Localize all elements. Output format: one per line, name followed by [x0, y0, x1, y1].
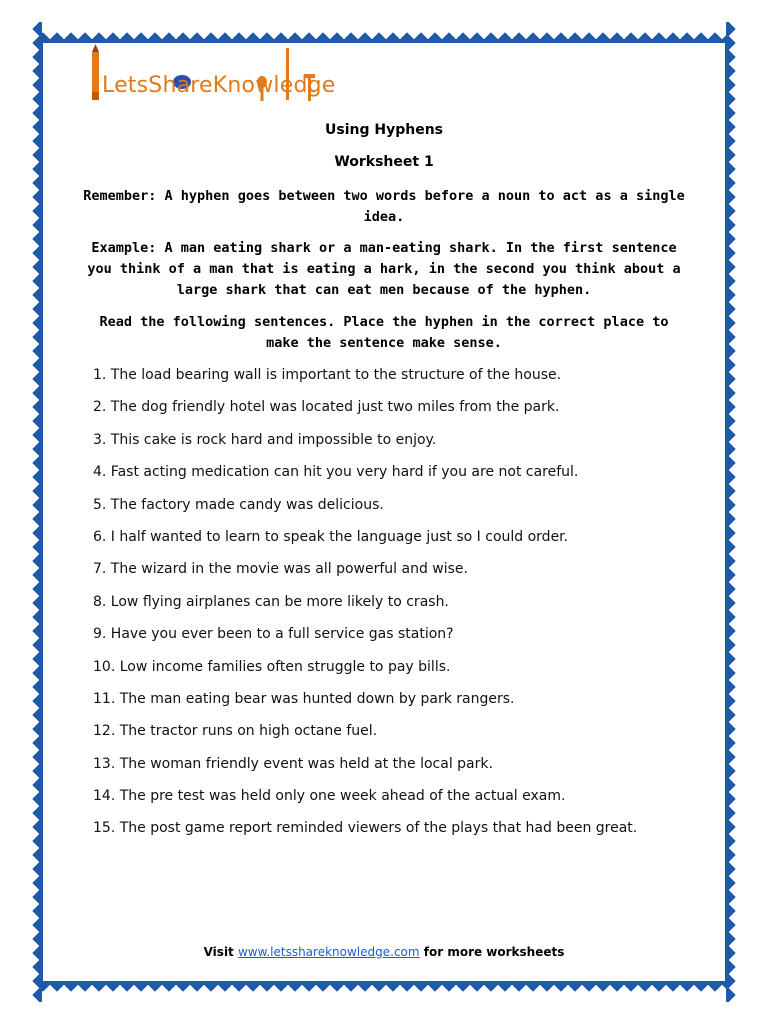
list-item: 3. This cake is rock hard and impossible to enjoy. [93, 431, 437, 448]
list-item: 13. The woman friendly event was held at the local park. [93, 755, 493, 772]
site-logo [88, 44, 358, 110]
worksheet-title: Using Hyphens [325, 122, 443, 138]
list-item: 1. The load bearing wall is important to the structure of the house. [93, 367, 562, 383]
worksheet-subtitle: Worksheet 1 [334, 154, 434, 170]
task-instructions: Read the following sentences. Place the hyphen in the correct place to make the sentence make sense. [99, 314, 669, 351]
example-note: Example: A man eating shark or a man-eating shark. In the first sentence you think of a man that is eating a hark, in the second you think about a large shark that can eat men because of the hyphen. [87, 240, 681, 298]
list-item: 2. The dog friendly hotel was located just two miles from the park. [93, 399, 560, 416]
logo-text: LetsShareKnowledge [102, 73, 336, 98]
footer-suffix: for more worksheets [423, 945, 565, 959]
list-item: 12. The tractor runs on high octane fuel. [93, 723, 378, 740]
list-item: 8. Low flying airplanes can be more likely to crash. [93, 593, 449, 610]
remember-note: Remember: A hyphen goes between two words before a noun to act as a single idea. [83, 188, 685, 225]
decorative-border-right [726, 22, 746, 1002]
decorative-border-bottom [22, 982, 746, 1002]
website-link[interactable]: www.letsshareknowledge.com [237, 945, 420, 959]
list-item: 15. The post game report reminded viewers of the plays that had been great. [93, 820, 638, 837]
decorative-border-top [22, 22, 746, 42]
footer-prefix: Visit [203, 945, 234, 959]
decorative-border-left [22, 22, 42, 1002]
list-item: 14. The pre test was held only one week ahead of the actual exam. [93, 788, 566, 805]
list-item: 11. The man eating bear was hunted down by park rangers. [93, 690, 515, 707]
list-item: 4. Fast acting medication can hit you very hard if you are not careful. [93, 464, 579, 481]
sentence-list [93, 364, 693, 850]
list-item: 5. The factory made candy was delicious. [93, 496, 384, 513]
footer-note [80, 945, 688, 959]
list-item: 7. The wizard in the movie was all powerful and wise. [93, 561, 468, 578]
list-item: 6. I half wanted to learn to speak the language just so I could order. [93, 528, 569, 545]
list-item: 9. Have you ever been to a full service gas station? [93, 626, 454, 643]
list-item: 10. Low income families often struggle to pay bills. [93, 658, 451, 675]
